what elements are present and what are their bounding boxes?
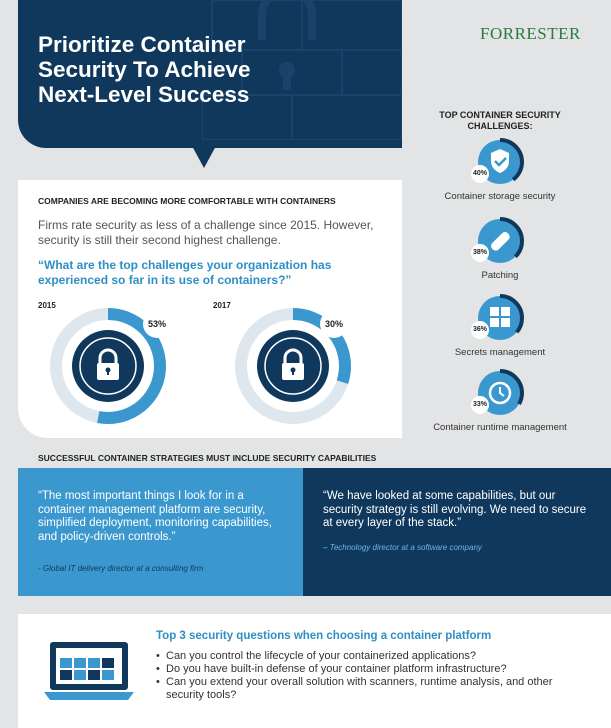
gauge-year-2017: 2017 [213,301,231,310]
quote-left-text: “The most important things I look for in a container management platform are security, simplified deployment, monitoring capabilities, and policy-driven controls.” [38,490,272,543]
sidebar-heading: TOP CONTAINER SECURITY CHALLENGES: [439,110,561,131]
challenge-item [430,368,570,434]
challenge-percent: 38% [471,244,489,262]
question-item: • Do you have built-in defense of your container platform infrastructure? [156,663,586,676]
questions-list [156,650,586,702]
challenge-gauge [472,293,525,343]
quote-right-panel [303,468,611,596]
challenge-item [430,216,570,282]
survey-question: “What are the top challenges your organization has experienced so far in its use of containers?” [38,258,332,287]
hero-pointer [192,146,216,168]
challenge-gauge [472,216,525,266]
quote-right-text: “We have looked at some capabilities, but our security strategy is still evolving. We need to secure at every layer of the stack.” [323,490,587,529]
challenge-gauge [472,368,525,418]
challenge-label: Secrets management [454,347,546,358]
comfort-body: Firms rate security as less of a challenge since 2015. However, security is still their second highest challenge. [38,218,374,247]
challenge-percent: 40% [471,165,489,183]
gauge-percent-2015: 53% [143,310,171,338]
forrester-logo: FORRESTER [480,24,581,43]
page-title: Prioritize Container Security To Achieve Next-Level Success [38,32,251,107]
quote-right-attribution: – Technology director at a software company [323,543,482,552]
comfort-heading: COMPANIES ARE BECOMING MORE COMFORTABLE WITH CONTAINERS [38,196,336,206]
question-item: • Can you control the lifecycle of your containerized applications? [156,650,586,663]
questions-card [18,614,611,728]
challenge-label: Patching [481,270,519,281]
challenge-label: Container storage security [444,191,556,202]
challenge-item [430,137,570,203]
challenge-item [430,293,570,359]
questions-title: Top 3 security questions when choosing a container platform [156,630,492,642]
challenge-gauge [472,137,525,187]
quote-left-attribution: - Global IT delivery director at a consulting firm [38,564,204,573]
laptop-icon [44,640,134,706]
quote-left-panel [18,468,303,596]
hero-banner [18,0,402,148]
comfort-card [18,180,402,438]
strategies-heading: SUCCESSFUL CONTAINER STRATEGIES MUST INCLUDE SECURITY CAPABILITIES [38,453,377,463]
gauge-percent-2017: 30% [320,310,348,338]
gauge-year-2015: 2015 [38,301,56,310]
challenge-label: Container runtime management [433,422,567,433]
challenge-percent: 36% [471,321,489,339]
question-item: • Can you extend your overall solution with scanners, runtime analysis, and other security tools? [156,676,586,702]
challenge-percent: 33% [471,396,489,414]
